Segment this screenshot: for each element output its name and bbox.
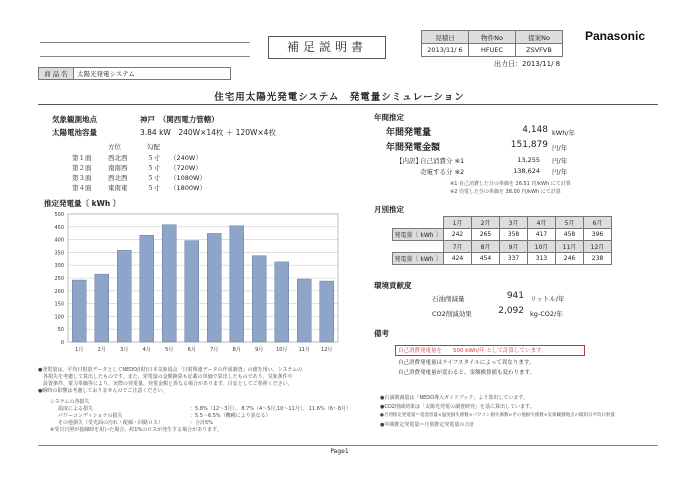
month-value: 238: [584, 253, 612, 265]
bar-6: [185, 241, 199, 342]
doc-title: 補足説明書: [268, 36, 386, 59]
bar-11: [297, 279, 311, 342]
month-header: 2月: [472, 217, 500, 229]
month-value: 417: [528, 229, 556, 241]
month-header: 8月: [472, 241, 500, 253]
x-tick-label: 4月: [142, 347, 151, 353]
x-tick-label: 3月: [120, 347, 129, 353]
monthly-table: [392, 216, 612, 265]
header-value-property-no: HFUEC: [469, 44, 516, 57]
month-value: 246: [556, 253, 584, 265]
annual-amount-value: 151,879: [510, 140, 548, 150]
bar-7: [207, 233, 221, 342]
annual-gen-value: 4,148: [522, 125, 548, 135]
bar-8: [230, 226, 244, 342]
brand-logo: Panasonic: [585, 29, 646, 43]
sell-label: 売電する分 ※2: [420, 168, 465, 176]
month-header: 6月: [584, 217, 612, 229]
loss-pcs-label: パワーコンディショナの損失: [58, 413, 123, 419]
chart-title: 推定発電量〔 kWh 〕: [44, 199, 121, 208]
sell-unit: 円/年: [552, 168, 568, 176]
month-value: 337: [500, 253, 528, 265]
y-tick-label: 400: [54, 237, 64, 244]
breakdown-tag: 【内訳】: [396, 157, 422, 165]
y-tick-label: 350: [54, 250, 64, 257]
bar-3: [117, 250, 131, 342]
remarks-line-2: 自己消費発電量が変わると、金額換算値も変わります。: [398, 370, 536, 376]
y-tick-label: 0: [60, 340, 64, 346]
x-tick-label: 11月: [298, 347, 310, 353]
y-tick-label: 100: [54, 314, 64, 321]
x-tick-label: 1月: [75, 347, 84, 353]
face-2-power: （720W）: [170, 164, 202, 172]
header-rule-1: [40, 42, 250, 43]
month-header: 1月: [444, 217, 472, 229]
x-tick-label: 10月: [276, 347, 288, 353]
annual-amount-label: 年間発電金額: [386, 143, 441, 153]
month-value: 358: [500, 229, 528, 241]
face-1-tilt: ５寸: [147, 154, 160, 162]
monthly-corner-b: [393, 241, 444, 253]
y-tick-label: 150: [54, 301, 64, 308]
env-title: 環境貢献度: [374, 281, 412, 290]
x-tick-label: 8月: [232, 347, 241, 353]
co2-label: CO2削減効果: [432, 310, 472, 318]
header-value-proposal-no: ZSVFVB: [516, 44, 563, 57]
y-tick-label: 450: [54, 224, 64, 231]
header-label-property-no: 物件No: [469, 31, 516, 44]
bar-1: [72, 280, 86, 342]
obs-label: 気象観測地点: [52, 115, 97, 124]
right-note-2: ●CO2削減効果は「太陽光発電の調査研究」を基に算出しています。: [380, 404, 535, 410]
product-value: 太陽光発電システム: [74, 68, 231, 80]
banner-rule: [38, 104, 658, 105]
face-3-tilt: ５寸: [147, 174, 160, 182]
x-tick-label: 9月: [255, 347, 264, 353]
face-1-dir: 西北西: [108, 154, 128, 162]
remarks-highlight: 自己消費発電量を 500 kWh/年 として計算しています。: [398, 348, 547, 354]
month-header: 7月: [444, 241, 472, 253]
sell-value: 138,624: [513, 167, 540, 175]
obs-value: 神戸 （関西電力管轄）: [140, 115, 219, 124]
generation-bar-chart: [38, 206, 350, 362]
month-header: 12月: [584, 241, 612, 253]
loss-shade-note: ※受日日照が接線時を用いた場合、約1%のロスが発生する場合があります。: [50, 427, 222, 433]
x-tick-label: 6月: [187, 347, 196, 353]
monthly-corner-a: [393, 217, 444, 229]
right-note-3: ●月別推定発電量＝電池容量×温度損失係数×パワコン損失係数×その他損失係数×気象観測地点の傾斜日平均日射量: [380, 413, 616, 418]
monthly-row-label: 発電量〔 kWh 〕: [393, 229, 444, 241]
loss-other-label: その他損失（受光面の汚れ・配線・回路ロス）: [58, 420, 164, 426]
loss-title: システムの各損失: [50, 399, 90, 405]
col-tilt: 勾配: [147, 143, 160, 151]
y-tick-label: 50: [57, 327, 64, 334]
month-value: 424: [444, 253, 472, 265]
x-tick-label: 5月: [165, 347, 174, 353]
face-2-tilt: ５寸: [147, 164, 160, 172]
month-value: 396: [584, 229, 612, 241]
bar-2: [95, 274, 109, 342]
self-consumption-label: 自己消費分 ※1: [420, 157, 465, 165]
bar-12: [320, 281, 334, 342]
capacity-value: 3.84 kW 240W×14枚 ＋ 120W×4枚: [140, 128, 276, 137]
face-1-power: （240W）: [170, 154, 202, 162]
annual-note-2: ※2 売電した分の単価を 38.00 円/kWh にて計算: [450, 189, 561, 195]
co2-value: 2,092: [498, 306, 524, 316]
face-2-dir: 南南西: [108, 164, 128, 172]
annual-note-1: ※1 自己消費した分の単価を 26.51 円/kWh にて計算: [450, 181, 571, 187]
product-label: 商 品 名: [39, 68, 74, 80]
month-header: 5月: [556, 217, 584, 229]
month-header: 11月: [556, 241, 584, 253]
loss-pcs-value: ：5.5〜6.5%（機種により異なる）: [190, 413, 271, 419]
bar-4: [140, 235, 154, 342]
footer-rule: [38, 445, 658, 446]
left-note-4: ●瞬時の影響は考慮しておりませんのでご注意ください。: [38, 388, 168, 394]
loss-temp-label: 温度による損失: [58, 406, 94, 412]
face-4-tilt: ５寸: [147, 184, 160, 192]
annual-gen-label: 年間発電量: [386, 128, 432, 138]
product-table: [38, 67, 231, 80]
month-header: 9月: [500, 241, 528, 253]
right-note-4: ●年間推定発電量＝月別推定発電量の合計: [380, 422, 475, 428]
y-tick-label: 500: [54, 212, 64, 218]
header-label-estimate-date: 見積日: [422, 31, 469, 44]
self-consumption-unit: 円/年: [552, 157, 568, 165]
loss-other-value: ：合計5%: [190, 420, 213, 426]
bar-10: [275, 262, 289, 342]
month-header: 10月: [528, 241, 556, 253]
remarks-title: 備考: [374, 329, 389, 338]
month-value: 242: [444, 229, 472, 241]
y-tick-label: 200: [54, 288, 64, 295]
co2-unit: kg-CO2/年: [530, 310, 563, 318]
header-label-proposal-no: 提案No: [516, 31, 563, 44]
header-rule-2: [40, 56, 250, 57]
face-4-name: 第４面: [72, 184, 92, 192]
oil-value: 941: [506, 291, 524, 301]
bar-5: [162, 225, 176, 342]
face-4-power: （1800W）: [170, 184, 206, 192]
y-tick-label: 300: [54, 263, 64, 270]
right-note-1: ●石油削減量は「NEDO導入ガイドブック」より算出しています。: [380, 395, 529, 401]
monthly-title: 月別推定: [374, 205, 404, 214]
face-3-name: 第３面: [72, 174, 92, 182]
loss-temp-value: ：5.8%（12〜3月）、 8.7%（4〜5月,10〜11月）、 11.6%（6〜8月）: [190, 406, 352, 412]
remarks-line-1: 自己消費発電量はライフスタイルによって異なります。: [398, 360, 535, 366]
month-value: 313: [528, 253, 556, 265]
monthly-row-label: 発電量〔 kWh 〕: [393, 253, 444, 265]
header-value-estimate-date: 2013/11/ 6: [422, 44, 469, 57]
left-note-3: 設置条件、電力単価等により、実際の発電量、発電金額と異なる場合があります。目安としてご参照ください。: [38, 381, 293, 387]
col-direction: 方位: [108, 143, 121, 151]
capacity-label: 太陽電池容量: [52, 128, 97, 137]
month-header: 3月: [500, 217, 528, 229]
face-1-name: 第１面: [72, 154, 92, 162]
self-consumption-value: 13,255: [517, 156, 540, 164]
x-tick-label: 2月: [97, 347, 106, 353]
page-banner: 住宅用太陽光発電システム 発電量シミュレーション: [214, 92, 465, 103]
annual-gen-unit: kWh/年: [552, 129, 576, 137]
left-note-1: ●発電量は、平均日射量データとしてNEDO/(財)日本気象協会「日射関連データの作成調査」の値を用い、システムの: [38, 367, 303, 373]
face-4-dir: 東南東: [108, 184, 128, 192]
face-3-power: （1080W）: [170, 174, 206, 182]
annual-title: 年間推定: [374, 113, 404, 122]
x-tick-label: 7月: [210, 347, 219, 353]
y-tick-label: 250: [54, 276, 64, 282]
header-table: [421, 30, 563, 57]
left-note-2: 各損失を考慮して算出したものです。また、発電量の金額換算も記載の単価で算出したものであり、気象条件や: [38, 374, 293, 380]
oil-label: 石油削減量: [432, 295, 465, 303]
month-value: 458: [556, 229, 584, 241]
page-number: Page1: [330, 448, 349, 455]
month-header: 4月: [528, 217, 556, 229]
oil-unit: リットル/年: [530, 295, 565, 303]
month-value: 454: [472, 253, 500, 265]
issue-date: 出力日：2013/11/ 8: [494, 60, 561, 68]
x-tick-label: 12月: [321, 347, 333, 353]
face-2-name: 第２面: [72, 164, 92, 172]
month-value: 265: [472, 229, 500, 241]
face-3-dir: 西北西: [108, 174, 128, 182]
annual-amount-unit: 円/年: [552, 144, 568, 152]
bar-9: [252, 256, 266, 342]
